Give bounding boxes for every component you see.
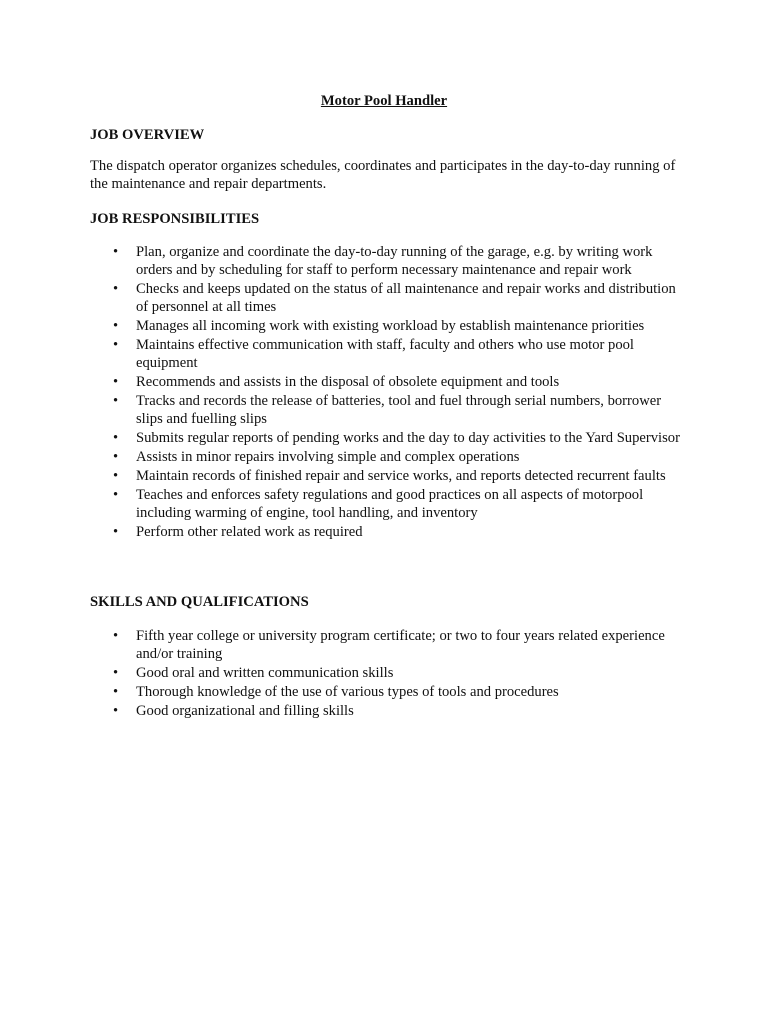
list-item <box>90 280 690 316</box>
document-title: Motor Pool Handler <box>320 93 448 109</box>
list-item <box>90 683 690 701</box>
list-item <box>90 627 690 663</box>
list-item-text: Good organizational and filling skills <box>136 703 354 719</box>
list-item-text: Good oral and written communication skills <box>136 665 394 681</box>
list-item-text: Plan, organize and coordinate the day-to-day running of the garage, e.g. by writing work orders and by scheduling for staff to perform necessary maintenance and repair work <box>136 244 653 278</box>
list-item <box>90 317 690 335</box>
list-item-text: Tracks and records the release of batteries, tool and fuel through serial numbers, borrower slips and fuelling slips <box>136 393 662 427</box>
bullet-icon: • <box>113 430 119 446</box>
bullet-icon: • <box>113 703 119 719</box>
list-item <box>90 664 690 682</box>
qualifications-list <box>90 627 690 721</box>
list-item-text: Maintain records of finished repair and service works, and reports detected recurrent faults <box>136 468 666 484</box>
bullet-icon: • <box>113 684 119 700</box>
bullet-icon: • <box>113 337 119 353</box>
bullet-icon: • <box>113 468 119 484</box>
section-heading-job-overview: JOB OVERVIEW <box>90 127 205 143</box>
list-item-text: Submits regular reports of pending works and the day to day activities to the Yard Supervisor <box>136 430 680 446</box>
job-overview-paragraph: The dispatch operator organizes schedules, coordinates and participates in the day-to-day running of the maintenance and repair departments. <box>90 158 676 192</box>
bullet-icon: • <box>113 665 119 681</box>
section-heading-skills-and-qualifications: SKILLS AND QUALIFICATIONS <box>90 594 309 610</box>
bullet-icon: • <box>113 318 119 334</box>
bullet-icon: • <box>113 281 119 297</box>
list-item <box>90 467 690 485</box>
list-item-text: Thorough knowledge of the use of various types of tools and procedures <box>136 684 559 700</box>
bullet-icon: • <box>113 524 119 540</box>
list-item <box>90 523 690 541</box>
list-item-text: Fifth year college or university program certificate; or two to four years related experience and/or training <box>136 628 665 662</box>
bullet-icon: • <box>113 244 119 260</box>
list-item <box>90 336 690 372</box>
bullet-icon: • <box>113 628 119 644</box>
list-item <box>90 373 690 391</box>
list-item <box>90 702 690 720</box>
responsibilities-list <box>90 243 690 542</box>
list-item-text: Assists in minor repairs involving simple and complex operations <box>136 449 520 465</box>
bullet-icon: • <box>113 449 119 465</box>
list-item <box>90 448 690 466</box>
list-item-text: Maintains effective communication with staff, faculty and others who use motor pool equipment <box>136 337 634 371</box>
bullet-icon: • <box>113 487 119 503</box>
list-item-text: Teaches and enforces safety regulations and good practices on all aspects of motorpool including warming of engine, tool handling, and inventory <box>136 487 644 521</box>
list-item-text: Manages all incoming work with existing workload by establish maintenance priorities <box>136 318 645 334</box>
list-item <box>90 392 690 428</box>
bullet-icon: • <box>113 393 119 409</box>
list-item <box>90 429 690 447</box>
section-heading-job-responsibilities: JOB RESPONSIBILITIES <box>90 211 260 227</box>
list-item <box>90 243 690 279</box>
bullet-icon: • <box>113 374 119 390</box>
list-item-text: Recommends and assists in the disposal of obsolete equipment and tools <box>136 374 560 390</box>
list-item-text: Perform other related work as required <box>136 524 363 540</box>
list-item-text: Checks and keeps updated on the status of all maintenance and repair works and distribution of personnel at all times <box>136 281 676 315</box>
list-item <box>90 486 690 522</box>
